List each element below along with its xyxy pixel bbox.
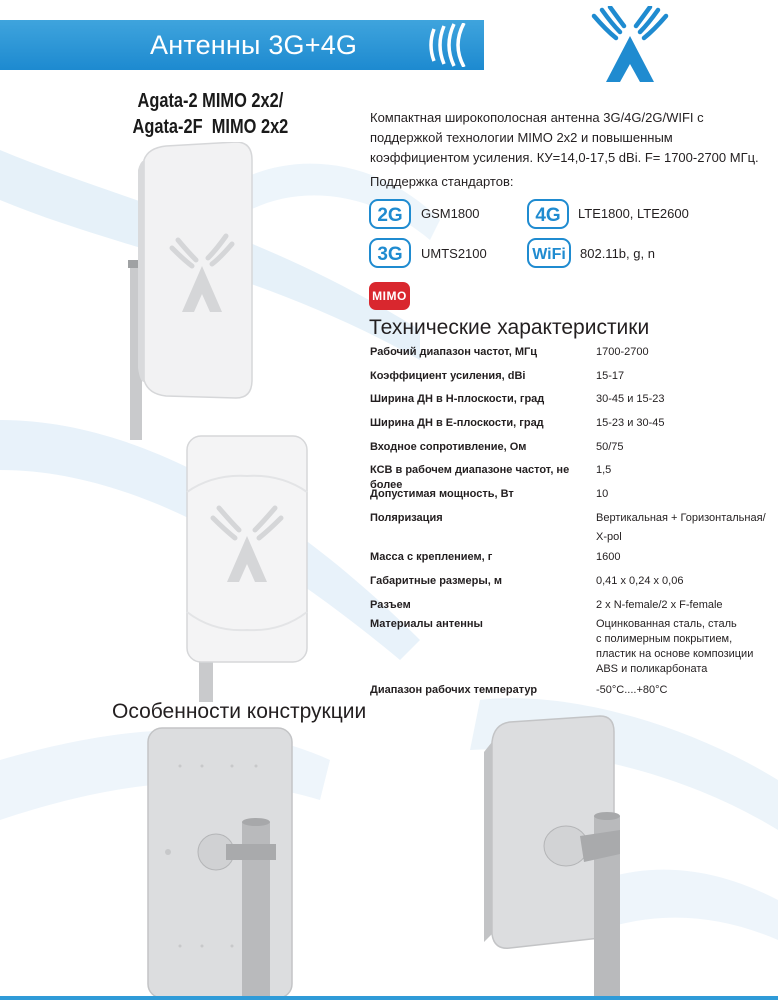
antenna-panel-angled-image [118, 142, 268, 442]
description-line-1: Компактная широкополосная антенна 3G/4G/2G/WIFI с [370, 110, 704, 125]
spec-value: 15-17 [596, 370, 625, 382]
antenna-panel-front-image [183, 432, 313, 702]
spec-value: 50/75 [596, 441, 624, 453]
spec-key: Масса с креплением, г [370, 551, 493, 563]
spec-value [596, 617, 766, 677]
page-title: Антенны 3G+4G [150, 30, 358, 60]
spec-key: Материалы антенны [370, 618, 483, 630]
spec-value: 1,5 [596, 464, 612, 476]
spec-key: Входное сопротивление, Ом [370, 441, 527, 453]
spec-value-line: Вертикальная + Горизонтальная/ [596, 512, 766, 524]
spec-value: 2 х N-female/2 х F-female [596, 599, 723, 611]
spec-key: Поляризация [370, 512, 443, 524]
spec-key: КСВ в рабочем диапазоне частот, не более [370, 464, 570, 491]
antenna-x-logo [590, 6, 670, 84]
model-line-2: Agata-2F MIMO 2x2 [132, 116, 289, 138]
description-line-2: поддержкой технологии MIMO 2x2 и повышенным [370, 130, 673, 145]
mimo-badge: MIMO [369, 282, 410, 310]
standard-gsm: GSM1800 [421, 206, 480, 221]
header-banner [0, 20, 484, 70]
standard-lte: LTE1800, LTE2600 [578, 206, 689, 221]
spec-key: Ширина ДН в Е-плоскости, град [370, 417, 544, 429]
badge-3g: 3G [369, 238, 411, 268]
spec-key: Допустимая мощность, Вт [370, 488, 514, 500]
product-description [370, 108, 770, 168]
spec-value: 10 [596, 488, 609, 500]
spec-value-line: пластик на основе композиции [596, 648, 754, 660]
badge-4g: 4G [527, 199, 569, 229]
spec-value: 1700-2700 [596, 346, 649, 358]
signal-waves-icon [426, 23, 476, 67]
spec-value: -50°C....+80°C [596, 684, 668, 696]
model-line-1: Agata-2 MIMO 2x2/ [137, 90, 284, 112]
spec-value-line: с полимерным покрытием, [596, 633, 733, 645]
spec-value-line: Оцинкованная сталь, сталь [596, 618, 737, 630]
spec-value: 1600 [596, 551, 621, 563]
product-model-name [112, 88, 309, 140]
spec-value: 15-23 и 30-45 [596, 417, 665, 429]
specs-heading: Технические характеристики [369, 316, 650, 339]
footer-line [0, 996, 778, 1000]
spec-key: Диапазон рабочих температур [370, 684, 538, 696]
spec-key: Коэффициент усиления, dBi [370, 370, 526, 382]
spec-value-line: ABS и поликарбоната [596, 663, 708, 675]
spec-value [596, 511, 766, 545]
spec-value: 30-45 и 15-23 [596, 393, 665, 405]
spec-value: 0,41 х 0,24 х 0,06 [596, 575, 684, 587]
spec-key: Разъем [370, 599, 411, 611]
spec-key: Рабочий диапазон частот, МГц [370, 346, 538, 358]
spec-value-line: X-pol [596, 531, 622, 543]
description-line-3: коэффициентом усиления. КУ=14,0-17,5 dBi. F= 1700-2700 МГц. [370, 150, 759, 165]
antenna-back-angled-image [480, 712, 630, 1000]
standard-wifi: 802.11b, g, n [580, 246, 655, 261]
antenna-back-view-image [140, 726, 305, 1000]
badge-wifi: WiFi [527, 238, 571, 268]
standard-umts: UMTS2100 [421, 246, 487, 261]
features-heading: Особенности конструкции [112, 700, 367, 723]
spec-key: Габаритные размеры, м [370, 575, 502, 587]
spec-key: Ширина ДН в Н-плоскости, град [370, 393, 545, 405]
standards-label: Поддержка стандартов: [370, 174, 514, 189]
badge-2g: 2G [369, 199, 411, 229]
